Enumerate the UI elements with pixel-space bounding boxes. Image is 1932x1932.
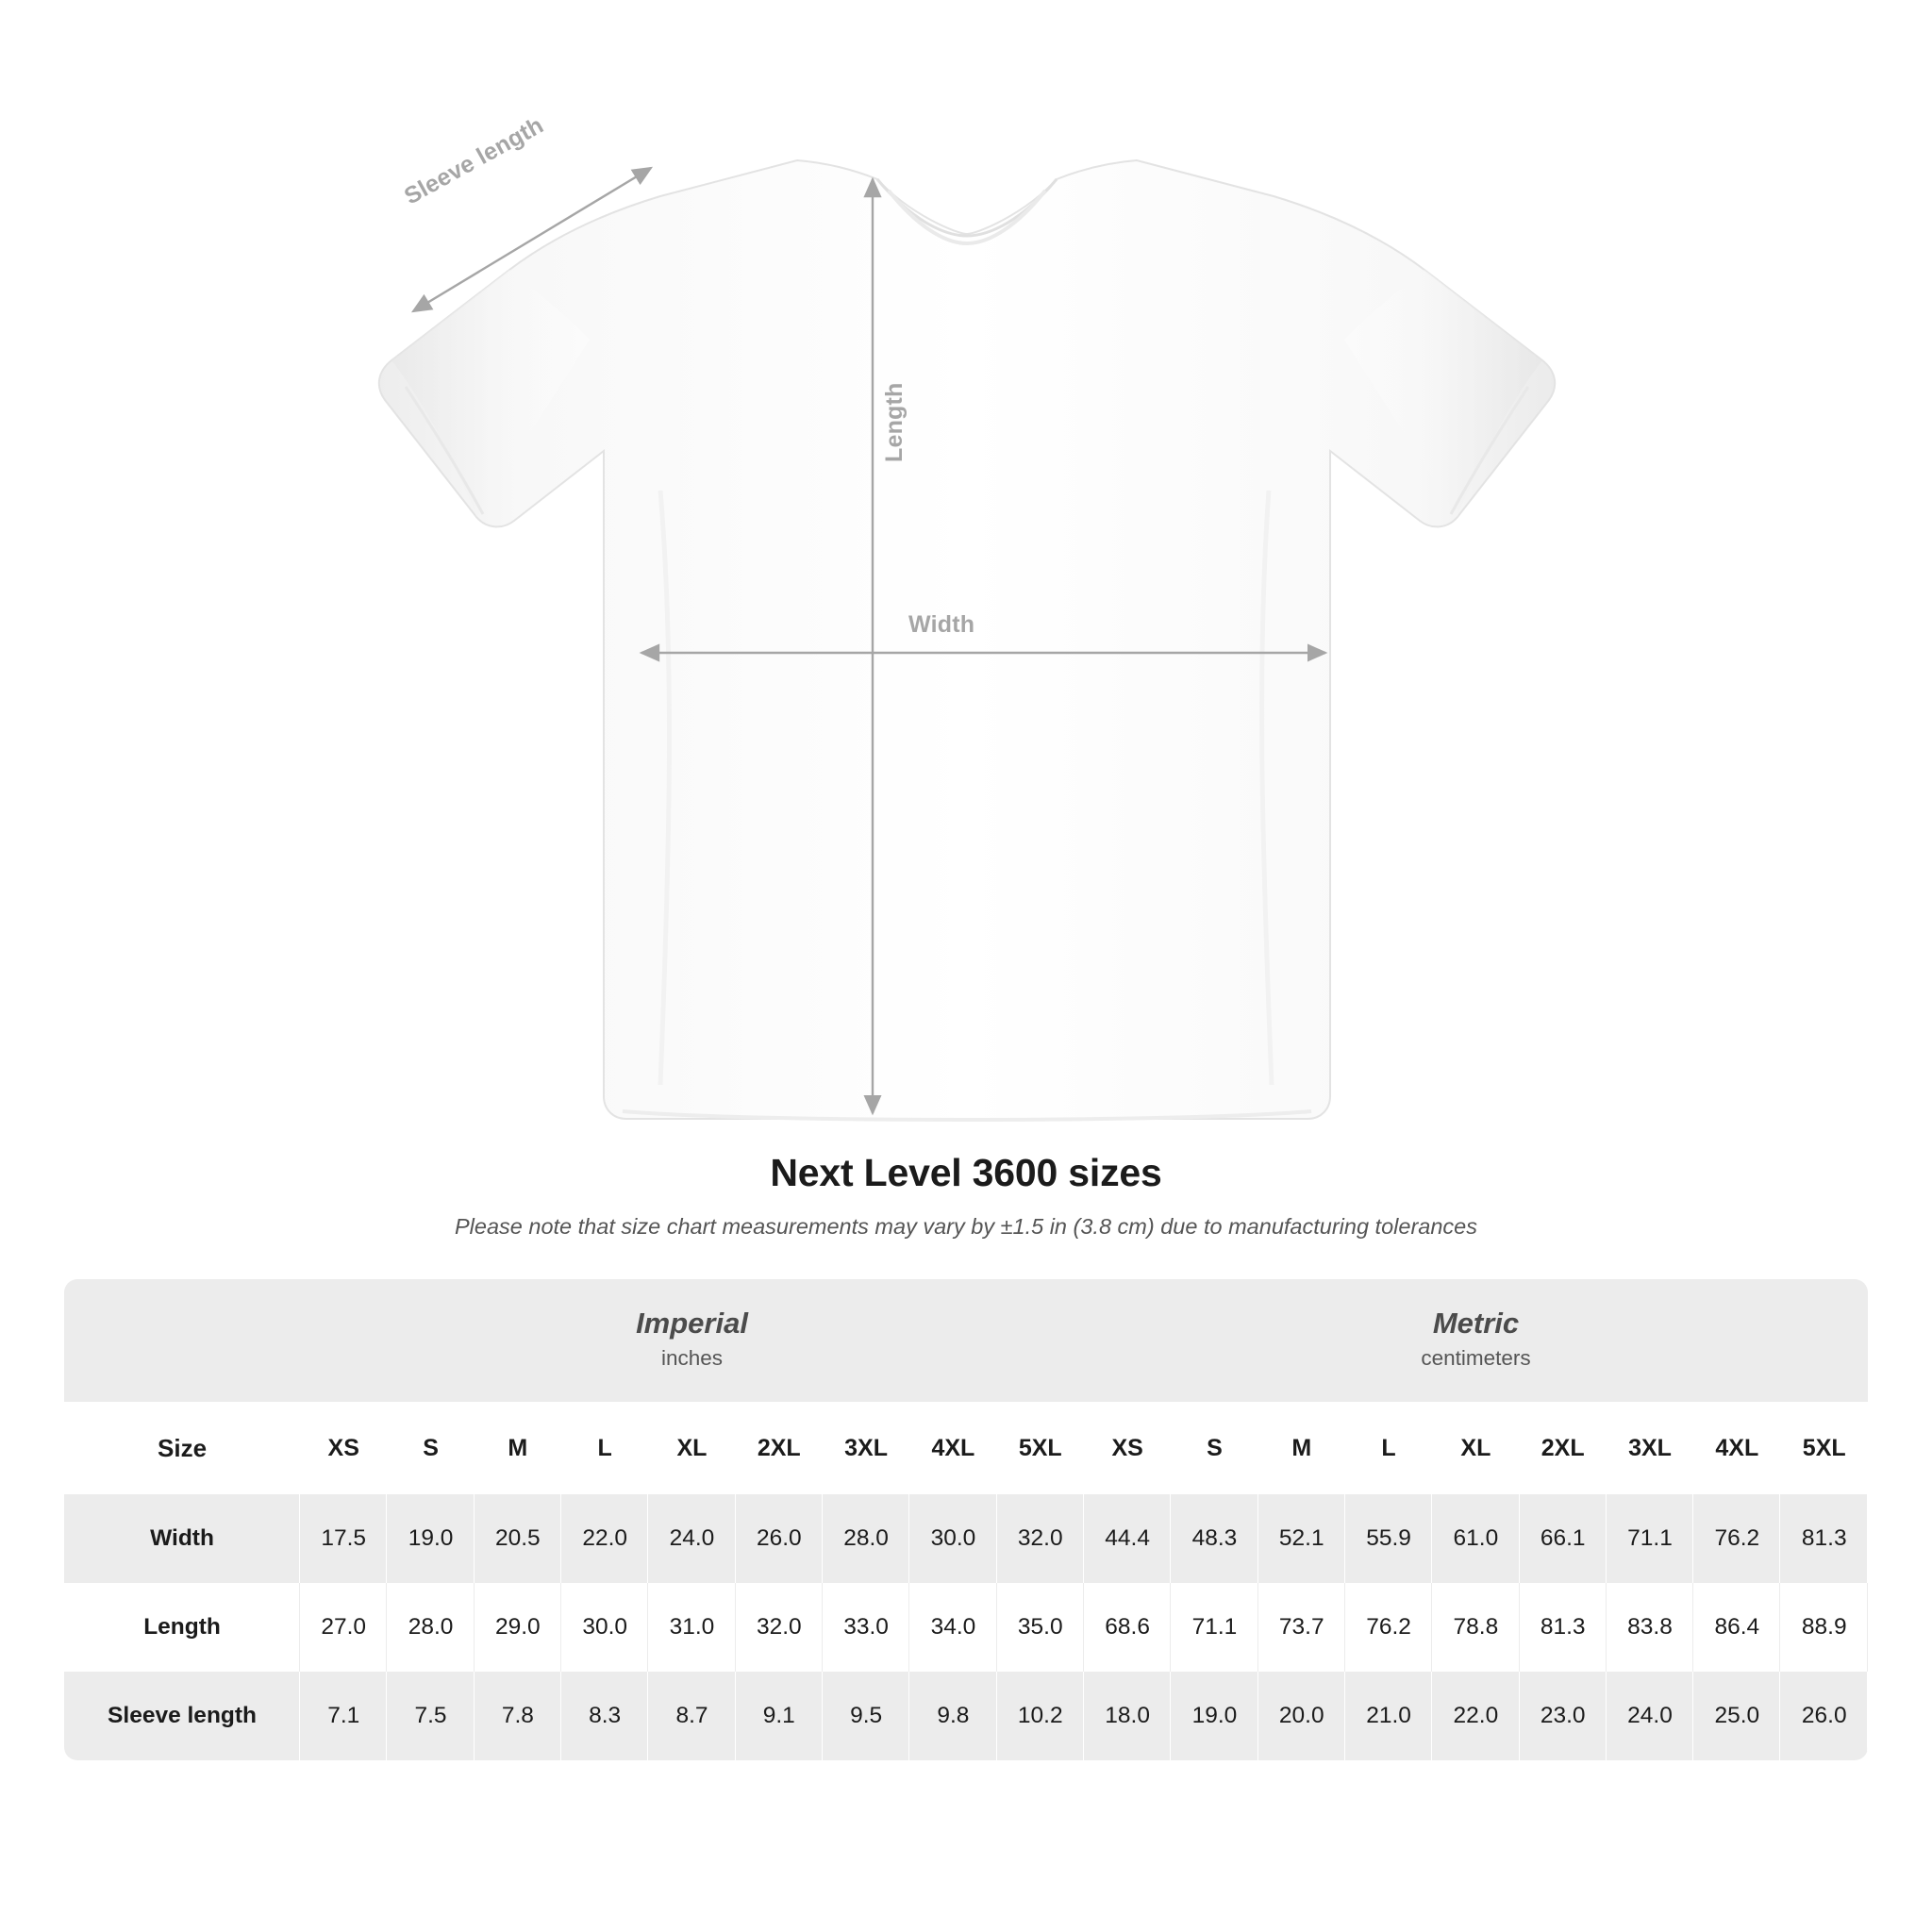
- cell-sleeve-imperial-8: 10.2: [997, 1672, 1084, 1760]
- cell-width-imperial-8: 32.0: [997, 1494, 1084, 1583]
- tolerance-note: Please note that size chart measurements may vary by ±1.5 in (3.8 cm) due to manufacturing tolerances: [455, 1214, 1477, 1239]
- size-header-row: [64, 1402, 1868, 1494]
- column-header-size-16: 4XL: [1693, 1402, 1780, 1494]
- cell-length-imperial-2: 29.0: [475, 1583, 561, 1672]
- column-header-size-0: XS: [300, 1402, 387, 1494]
- title-block: [0, 1151, 1932, 1240]
- cell-width-metric-5: 66.1: [1520, 1494, 1607, 1583]
- cell-sleeve-metric-7: 25.0: [1693, 1672, 1780, 1760]
- unit-sub-metric: centimeters: [1421, 1346, 1531, 1371]
- column-header-size-6: 3XL: [823, 1402, 909, 1494]
- cell-width-imperial-5: 26.0: [736, 1494, 823, 1583]
- cell-sleeve-metric-4: 22.0: [1432, 1672, 1519, 1760]
- unit-header-spacer: [64, 1279, 300, 1402]
- table-row: [64, 1494, 1868, 1583]
- column-header-size-8: 5XL: [997, 1402, 1084, 1494]
- cell-length-metric-3: 76.2: [1345, 1583, 1432, 1672]
- column-header-size-4: XL: [648, 1402, 735, 1494]
- tshirt-shape: [379, 160, 1555, 1120]
- column-header-size-2: M: [475, 1402, 561, 1494]
- cell-width-metric-7: 76.2: [1693, 1494, 1780, 1583]
- cell-length-imperial-6: 33.0: [823, 1583, 909, 1672]
- cell-length-imperial-8: 35.0: [997, 1583, 1084, 1672]
- cell-width-metric-4: 61.0: [1432, 1494, 1519, 1583]
- cell-sleeve-imperial-1: 7.5: [387, 1672, 474, 1760]
- cell-length-imperial-1: 28.0: [387, 1583, 474, 1672]
- column-header-size-12: L: [1345, 1402, 1432, 1494]
- cell-sleeve-imperial-7: 9.8: [909, 1672, 996, 1760]
- column-header-size-14: 2XL: [1520, 1402, 1607, 1494]
- column-header-size: Size: [64, 1402, 300, 1494]
- cell-length-imperial-7: 34.0: [909, 1583, 996, 1672]
- width-label: Width: [908, 611, 975, 638]
- cell-width-imperial-0: 17.5: [300, 1494, 387, 1583]
- column-header-size-3: L: [561, 1402, 648, 1494]
- row-label-length: Length: [64, 1583, 300, 1672]
- cell-length-imperial-0: 27.0: [300, 1583, 387, 1672]
- unit-header-metric: [1084, 1279, 1868, 1402]
- column-header-size-1: S: [387, 1402, 474, 1494]
- cell-length-metric-4: 78.8: [1432, 1583, 1519, 1672]
- cell-sleeve-metric-5: 23.0: [1520, 1672, 1607, 1760]
- length-label: Length: [881, 382, 908, 462]
- cell-width-metric-0: 44.4: [1084, 1494, 1171, 1583]
- cell-sleeve-metric-0: 18.0: [1084, 1672, 1171, 1760]
- unit-name-metric: Metric: [1432, 1306, 1520, 1340]
- cell-width-imperial-4: 24.0: [648, 1494, 735, 1583]
- sleeve-length-label: Sleeve length: [400, 111, 548, 210]
- size-table-wrapper: [64, 1279, 1868, 1760]
- row-label-width: Width: [64, 1494, 300, 1583]
- column-header-size-10: S: [1171, 1402, 1257, 1494]
- cell-width-imperial-6: 28.0: [823, 1494, 909, 1583]
- unit-header-row: [64, 1279, 1868, 1402]
- cell-sleeve-metric-8: 26.0: [1780, 1672, 1868, 1760]
- cell-width-imperial-7: 30.0: [909, 1494, 996, 1583]
- cell-sleeve-imperial-6: 9.5: [823, 1672, 909, 1760]
- cell-width-metric-2: 52.1: [1258, 1494, 1345, 1583]
- cell-sleeve-imperial-4: 8.7: [648, 1672, 735, 1760]
- page-title: Next Level 3600 sizes: [770, 1151, 1162, 1194]
- cell-width-metric-8: 81.3: [1780, 1494, 1868, 1583]
- cell-sleeve-metric-1: 19.0: [1171, 1672, 1257, 1760]
- cell-sleeve-imperial-3: 8.3: [561, 1672, 648, 1760]
- column-header-size-15: 3XL: [1607, 1402, 1693, 1494]
- cell-sleeve-imperial-5: 9.1: [736, 1672, 823, 1760]
- cell-length-metric-6: 83.8: [1607, 1583, 1693, 1672]
- cell-length-metric-0: 68.6: [1084, 1583, 1171, 1672]
- cell-width-metric-1: 48.3: [1171, 1494, 1257, 1583]
- cell-length-imperial-5: 32.0: [736, 1583, 823, 1672]
- table-row: [64, 1672, 1868, 1760]
- cell-sleeve-metric-6: 24.0: [1607, 1672, 1693, 1760]
- cell-sleeve-metric-3: 21.0: [1345, 1672, 1432, 1760]
- cell-width-imperial-1: 19.0: [387, 1494, 474, 1583]
- size-table: [64, 1279, 1868, 1760]
- cell-length-metric-7: 86.4: [1693, 1583, 1780, 1672]
- cell-width-metric-3: 55.9: [1345, 1494, 1432, 1583]
- cell-length-imperial-3: 30.0: [561, 1583, 648, 1672]
- cell-width-metric-6: 71.1: [1607, 1494, 1693, 1583]
- cell-sleeve-metric-2: 20.0: [1258, 1672, 1345, 1760]
- unit-name-imperial: Imperial: [636, 1306, 748, 1340]
- row-label-sleeve-length: Sleeve length: [64, 1672, 300, 1760]
- column-header-size-7: 4XL: [909, 1402, 996, 1494]
- table-row: [64, 1583, 1868, 1672]
- cell-length-metric-2: 73.7: [1258, 1583, 1345, 1672]
- unit-header-imperial: [300, 1279, 1084, 1402]
- cell-length-metric-1: 71.1: [1171, 1583, 1257, 1672]
- cell-length-metric-8: 88.9: [1780, 1583, 1868, 1672]
- cell-width-imperial-2: 20.5: [475, 1494, 561, 1583]
- column-header-size-5: 2XL: [736, 1402, 823, 1494]
- cell-sleeve-imperial-2: 7.8: [475, 1672, 561, 1760]
- column-header-size-11: M: [1258, 1402, 1345, 1494]
- cell-length-metric-5: 81.3: [1520, 1583, 1607, 1672]
- cell-length-imperial-4: 31.0: [648, 1583, 735, 1672]
- column-header-size-9: XS: [1084, 1402, 1171, 1494]
- column-header-size-17: 5XL: [1780, 1402, 1868, 1494]
- cell-sleeve-imperial-0: 7.1: [300, 1672, 387, 1760]
- cell-width-imperial-3: 22.0: [561, 1494, 648, 1583]
- unit-sub-imperial: inches: [660, 1346, 724, 1371]
- column-header-size-13: XL: [1432, 1402, 1519, 1494]
